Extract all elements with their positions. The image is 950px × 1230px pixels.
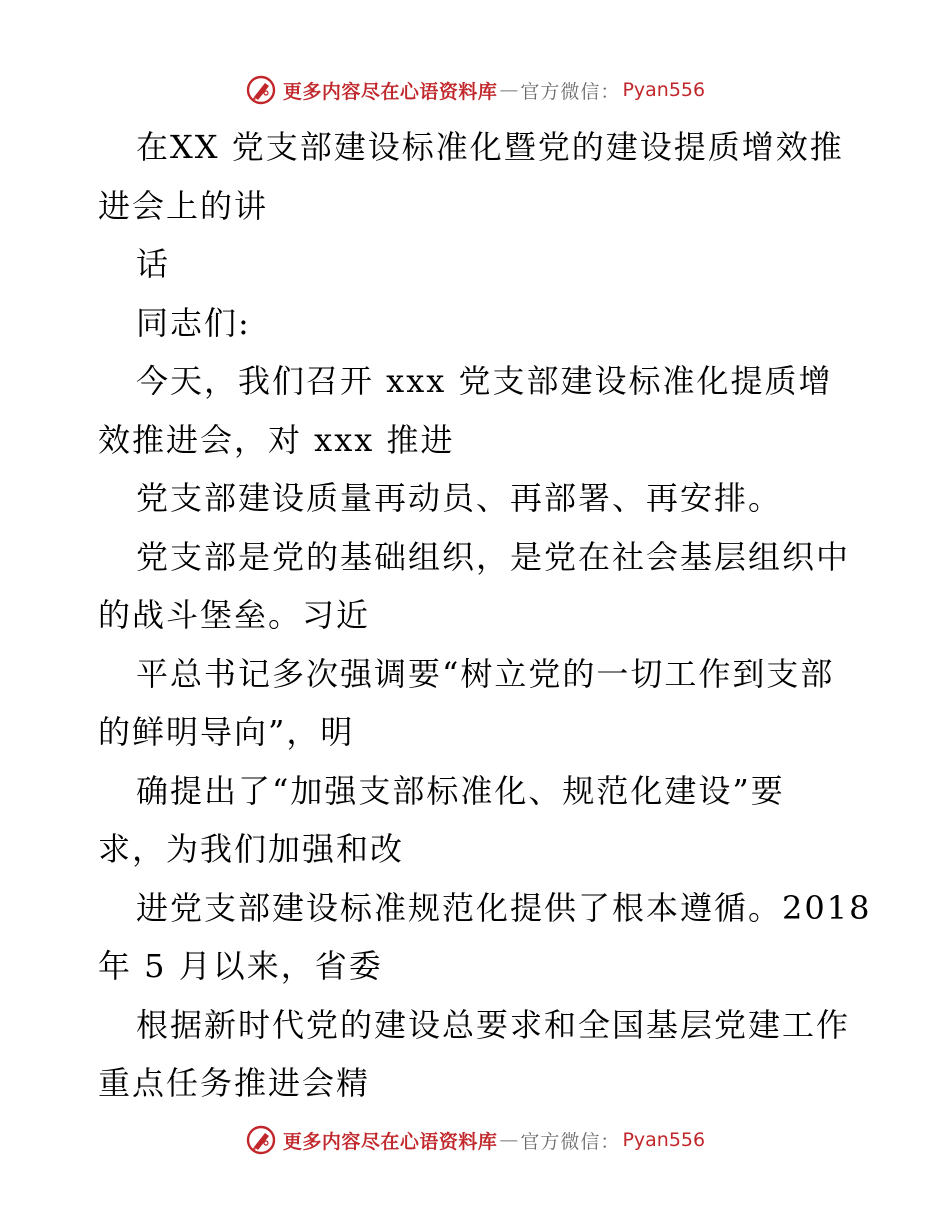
document-line: 党支部建设质量再动员、再部署、再安排。 xyxy=(136,479,783,517)
document-line: 今天，我们召开 xxx 党支部建设标准化提质增 xyxy=(136,362,833,400)
watermark-official-label: 官方微信： xyxy=(520,1130,621,1153)
watermark-wechat-id: Pyan556 xyxy=(622,1129,706,1151)
watermark-separator: — xyxy=(499,79,519,101)
document-line: 进党支部建设标准规范化提供了根本遵循。2018 xyxy=(136,888,872,927)
document-line: 的鲜明导向”，明 xyxy=(98,713,355,751)
document-line: 根据新时代党的建设总要求和全国基层党建工作 xyxy=(136,1005,851,1044)
watermark-wechat-id: Pyan556 xyxy=(622,79,706,101)
document-line: 效推进会，对 xxx 推进 xyxy=(98,420,455,459)
document-line: 进会上的讲 xyxy=(98,186,269,225)
document-line: 平总书记多次强调要“树立党的一切工作到支部 xyxy=(136,654,835,693)
document-line: 确提出了“加强支部标准化、规范化建设”要 xyxy=(136,771,785,810)
document-body xyxy=(98,118,872,1113)
document-line: 话 xyxy=(136,245,171,283)
document-line: 的战斗堡垒。习近 xyxy=(98,596,371,634)
document-line: 党支部是党的基础组织，是党在社会基层组织中 xyxy=(136,537,851,576)
header-watermark xyxy=(0,70,950,110)
document-line: 同志们: xyxy=(136,303,251,342)
watermark-site-text: 更多内容尽在心语资料库 xyxy=(282,80,498,103)
document-line: 重点任务推进会精 xyxy=(98,1064,371,1102)
pen-logo-icon xyxy=(245,1124,277,1156)
document-line: 在XX 党支部建设标准化暨党的建设提质增效推 xyxy=(136,128,844,166)
document-line: 求，为我们加强和改 xyxy=(98,830,405,868)
watermark-site-text: 更多内容尽在心语资料库 xyxy=(282,1130,498,1153)
document-line: 年 5 月以来，省委 xyxy=(98,947,383,985)
footer-watermark xyxy=(0,1120,950,1160)
watermark-official-label: 官方微信： xyxy=(520,80,621,103)
pen-logo-icon xyxy=(245,74,277,106)
watermark-separator: — xyxy=(499,1129,519,1151)
